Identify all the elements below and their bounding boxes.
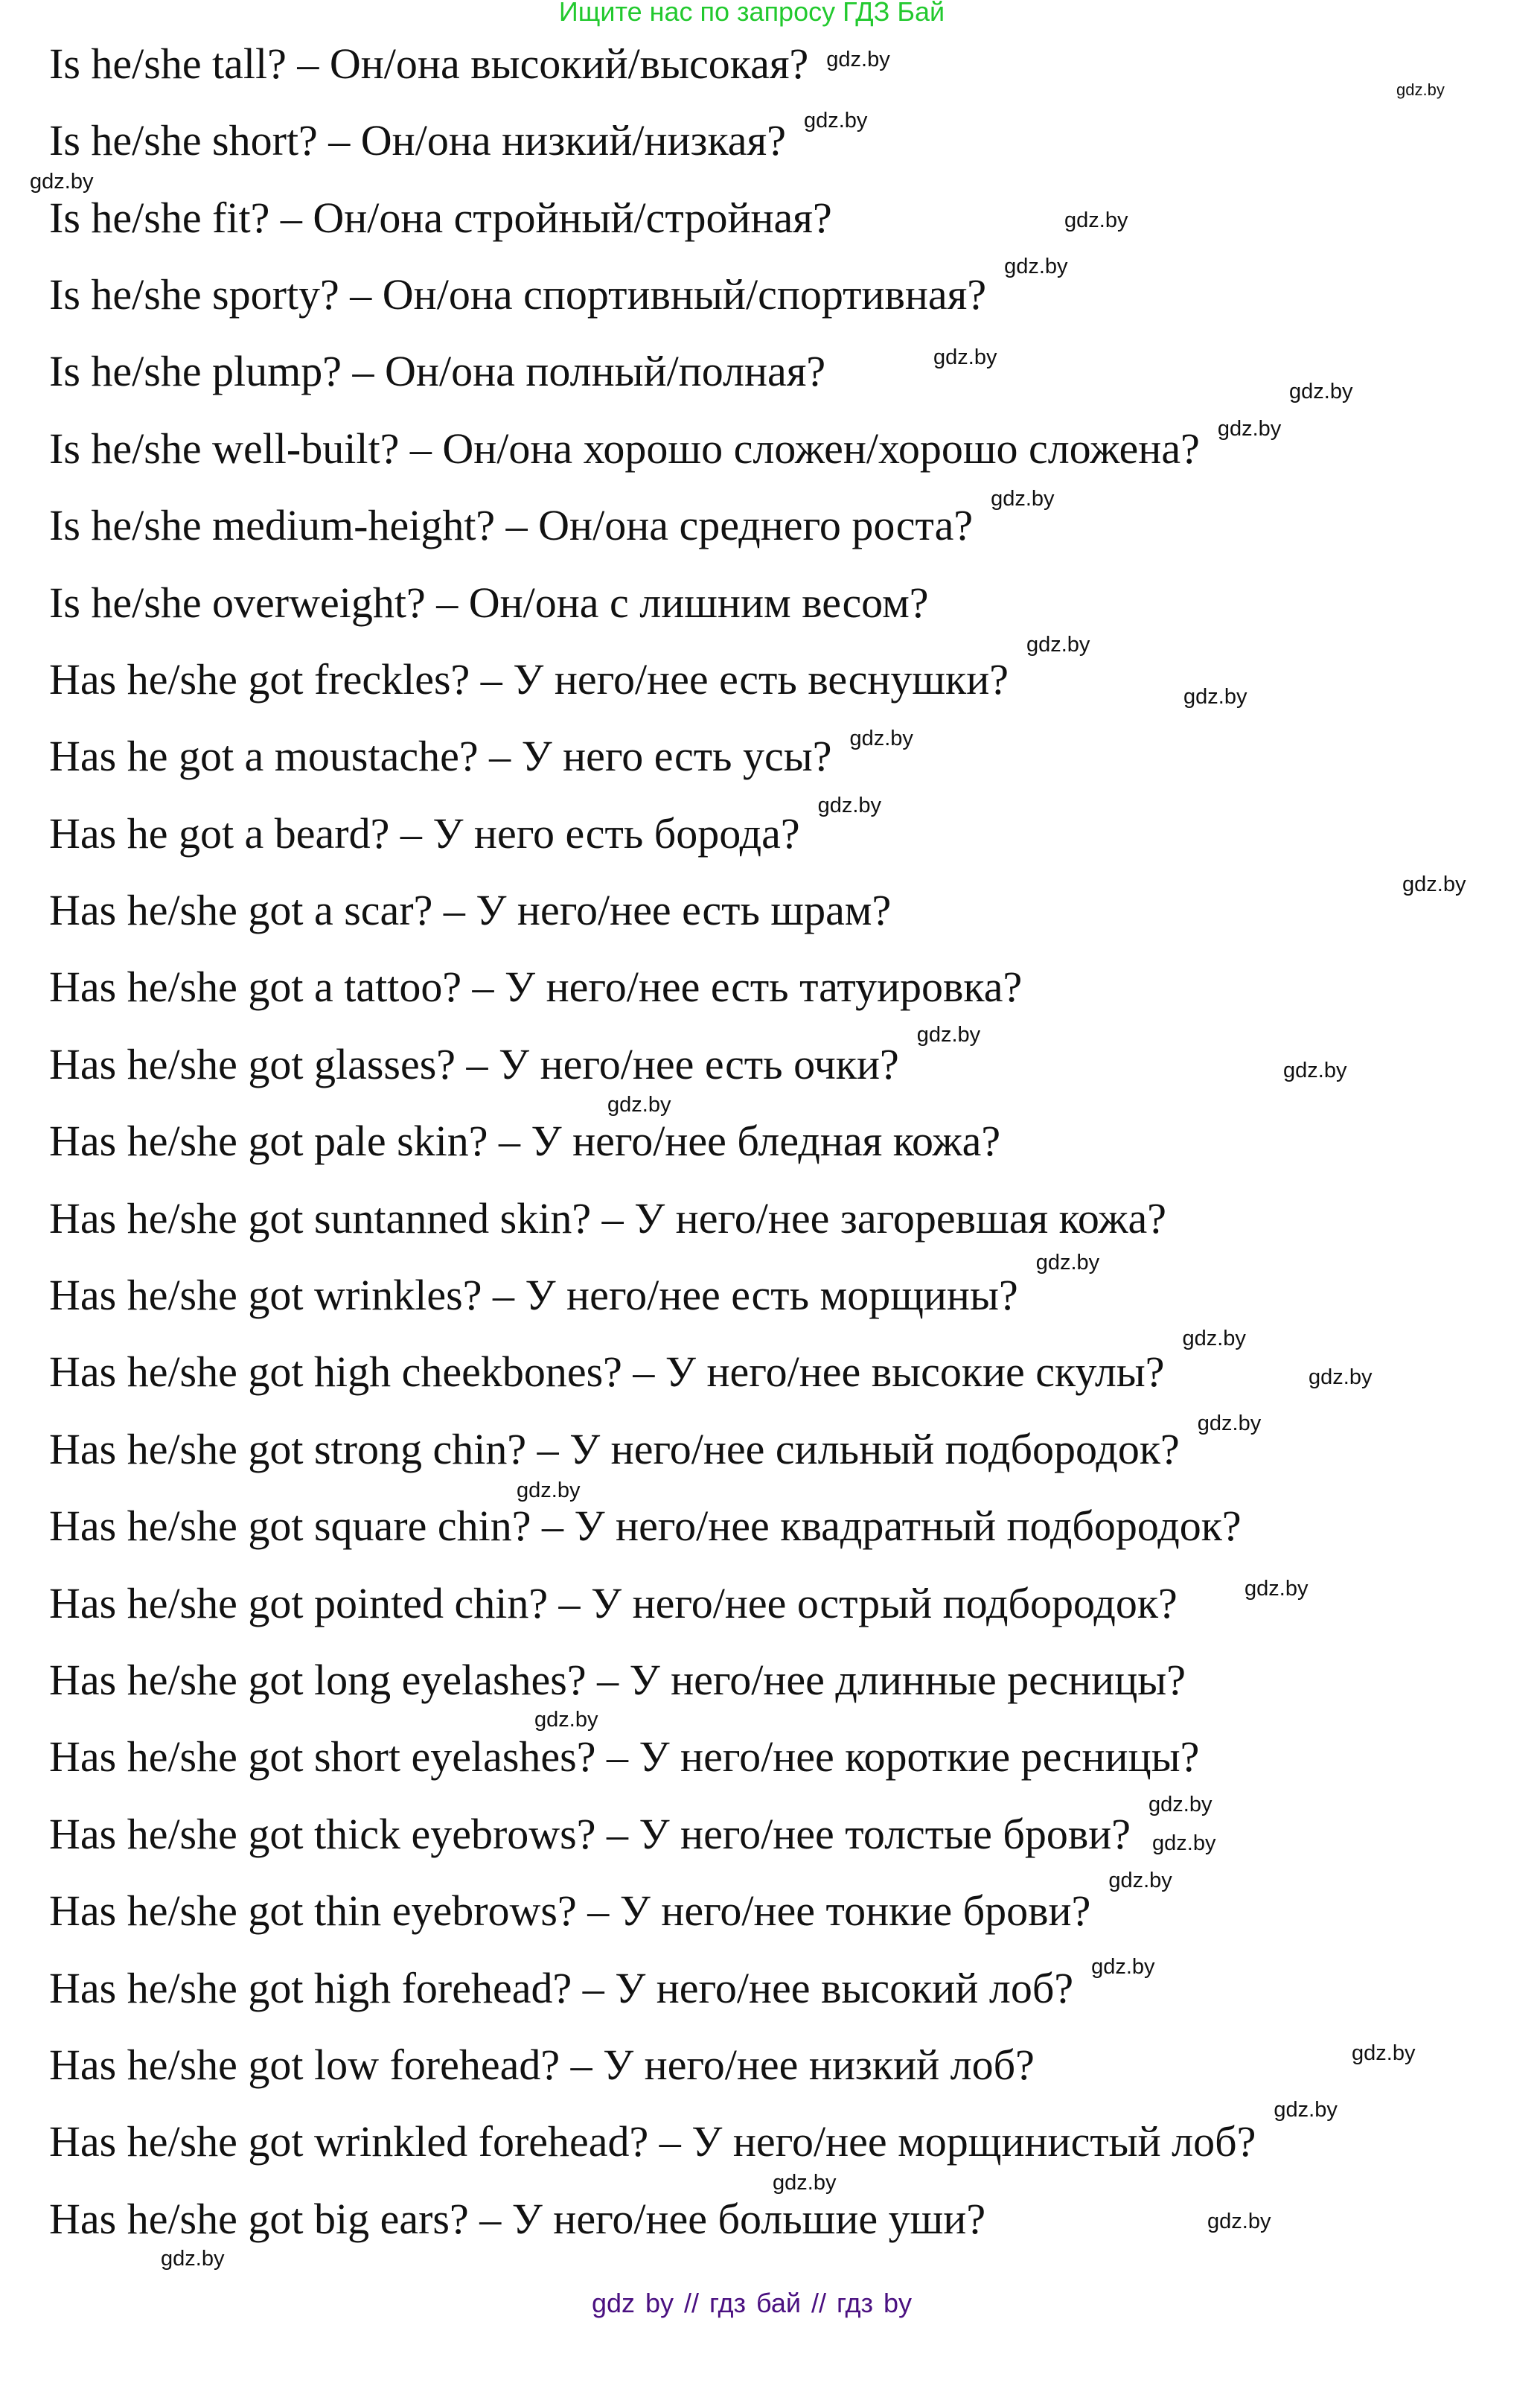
watermark: gdz.by — [1064, 208, 1128, 232]
phrase-line: Is he/she sporty? – Он/она спортивный/спортивная? — [49, 269, 987, 319]
phrase-row — [49, 1869, 1256, 1949]
search-hint-banner: Ищите нас по запросу ГДЗ Бай — [558, 0, 945, 27]
phrase-row — [49, 1334, 1256, 1411]
phrase-row — [49, 872, 1256, 948]
phrase-row — [49, 718, 1256, 795]
watermark: gdz.by — [1274, 2098, 1338, 2122]
phrase-line: Is he/she well-built? – Он/она хорошо сложен/хорошо сложена? — [49, 424, 1200, 473]
phrase-line: Has he/she got square chin? – У него/нее квадратный подбородок? — [49, 1502, 1242, 1551]
phrase-line: Has he/she got pointed chin? – У него/нее острый подбородок? — [49, 1578, 1178, 1627]
footer-watermark: gdz by // гдз бай // гдз by — [591, 2288, 913, 2318]
phrase-row — [49, 102, 1256, 179]
phrase-line: Has he/she got low forehead? – У него/нее низкий лоб? — [49, 2040, 1035, 2089]
watermark: gdz.by — [916, 1023, 981, 1047]
watermark: gdz.by — [1396, 80, 1445, 99]
phrase-line: Is he/she tall? – Он/она высокий/высокая? — [49, 39, 809, 88]
phrase-line: Has he/she got long eyelashes? – У него/нее длинные ресницы? — [49, 1656, 1186, 1704]
watermark: gdz.by — [1182, 1327, 1246, 1350]
phrase-row — [49, 1793, 1256, 1872]
watermark: gdz.by — [803, 109, 868, 133]
phrase-line: Has he/she got thin eyebrows? – У него/нее тонкие брови? — [49, 1886, 1091, 1936]
phrase-line: Has he/she got wrinkled forehead? – У него/нее морщинистый лоб? — [49, 2117, 1256, 2166]
watermark: gdz.by — [933, 345, 997, 369]
phrase-row — [49, 2026, 1256, 2103]
phrase-line: Has he/she got strong chin? – У него/нее сильный подбородок? — [49, 1424, 1180, 1473]
phrase-row — [49, 2104, 1256, 2181]
watermark: gdz.by — [534, 1708, 598, 1732]
phrase-row — [49, 795, 1256, 872]
phrase-line: Is he/she medium-height? – Он/она среднего роста? — [49, 501, 974, 550]
phrase-row — [49, 1950, 1256, 2026]
watermark: gdz.by — [1197, 1411, 1262, 1435]
phrase-line: Is he/she fit? – Он/она стройный/стройная? — [49, 193, 832, 242]
phrase-row — [49, 487, 1256, 564]
phrase-line: Has he/she got short eyelashes? – У него/нее короткие ресницы? — [49, 1732, 1200, 1781]
phrase-row — [49, 1180, 1256, 1257]
watermark: gdz.by — [849, 727, 913, 750]
phrase-row — [49, 949, 1256, 1026]
phrase-row — [49, 2181, 1256, 2257]
watermark: gdz.by — [1309, 1365, 1373, 1389]
watermark: gdz.by — [1091, 1955, 1155, 1979]
watermark: gdz.by — [1004, 255, 1068, 278]
watermark: gdz.by — [1026, 633, 1090, 657]
watermark: gdz.by — [991, 487, 1055, 511]
phrase-line: Has he/she got pale skin? – У него/нее бледная кожа? — [49, 1117, 1001, 1166]
watermark: gdz.by — [1152, 1831, 1216, 1855]
watermark: gdz.by — [1148, 1793, 1212, 1816]
watermark: gdz.by — [1207, 2210, 1271, 2233]
phrase-row — [49, 256, 1256, 333]
phrase-row — [49, 1411, 1256, 1487]
phrase-line: Has he got a moustache? – У него есть усы? — [49, 732, 832, 781]
phrase-row — [49, 564, 1256, 641]
watermark: gdz.by — [817, 794, 882, 817]
watermark: gdz.by — [1035, 1251, 1100, 1275]
watermark: gdz.by — [1402, 873, 1466, 896]
phrase-line: Has he/she got suntanned skin? – У него/нее загоревшая кожа? — [49, 1193, 1166, 1243]
phrase-line: Has he/she got freckles? – У него/нее есть веснушки? — [49, 654, 1009, 704]
phrase-line: Has he got a beard? – У него есть борода? — [49, 808, 800, 858]
phrase-list — [49, 25, 1256, 2257]
watermark: gdz.by — [517, 1479, 581, 1502]
watermark: gdz.by — [1245, 1577, 1309, 1601]
phrase-row — [49, 334, 1256, 410]
phrase-row — [49, 410, 1256, 487]
phrase-line: Has he/she got glasses? – У него/нее есть очки? — [49, 1039, 899, 1088]
phrase-line: Has he/she got high forehead? – У него/нее высокий лоб? — [49, 1963, 1074, 2012]
phrase-line: Has he/she got a tattoo? – У него/нее есть татуировка? — [49, 963, 1023, 1012]
phrase-row — [49, 1642, 1256, 1718]
watermark: gdz.by — [607, 1093, 671, 1117]
phrase-row — [49, 1565, 1256, 1642]
phrase-row — [49, 25, 1256, 102]
phrase-row — [49, 1719, 1256, 1796]
phrase-line: Has he/she got a scar? – У него/нее есть шрам? — [49, 886, 892, 935]
phrase-line: Has he/she got wrinkles? – У него/нее есть морщины? — [49, 1271, 1018, 1320]
watermark: gdz.by — [1352, 2041, 1416, 2065]
phrase-line: Has he/she got thick eyebrows? – У него/нее толстые брови? — [49, 1809, 1131, 1858]
watermark: gdz.by — [1183, 685, 1247, 709]
watermark: gdz.by — [1289, 380, 1353, 403]
phrase-line: Has he/she got big ears? – У него/нее большие уши? — [49, 2194, 986, 2243]
watermark: gdz.by — [1283, 1059, 1347, 1082]
phrase-row — [49, 1487, 1256, 1564]
watermark: gdz.by — [773, 2171, 837, 2195]
watermark: gdz.by — [161, 2247, 225, 2271]
watermark: gdz.by — [30, 170, 94, 194]
watermark: gdz.by — [1217, 417, 1282, 441]
watermark: gdz.by — [1108, 1869, 1172, 1892]
watermark: gdz.by — [826, 48, 890, 71]
phrase-line: Is he/she plump? – Он/она полный/полная? — [49, 347, 826, 396]
phrase-line: Has he/she got high cheekbones? – У него/нее высокие скулы? — [49, 1347, 1165, 1397]
phrase-line: Is he/she overweight? – Он/она с лишним весом? — [49, 578, 929, 627]
phrase-row — [49, 1023, 1256, 1103]
phrase-line: Is he/she short? – Он/она низкий/низкая? — [49, 116, 786, 165]
